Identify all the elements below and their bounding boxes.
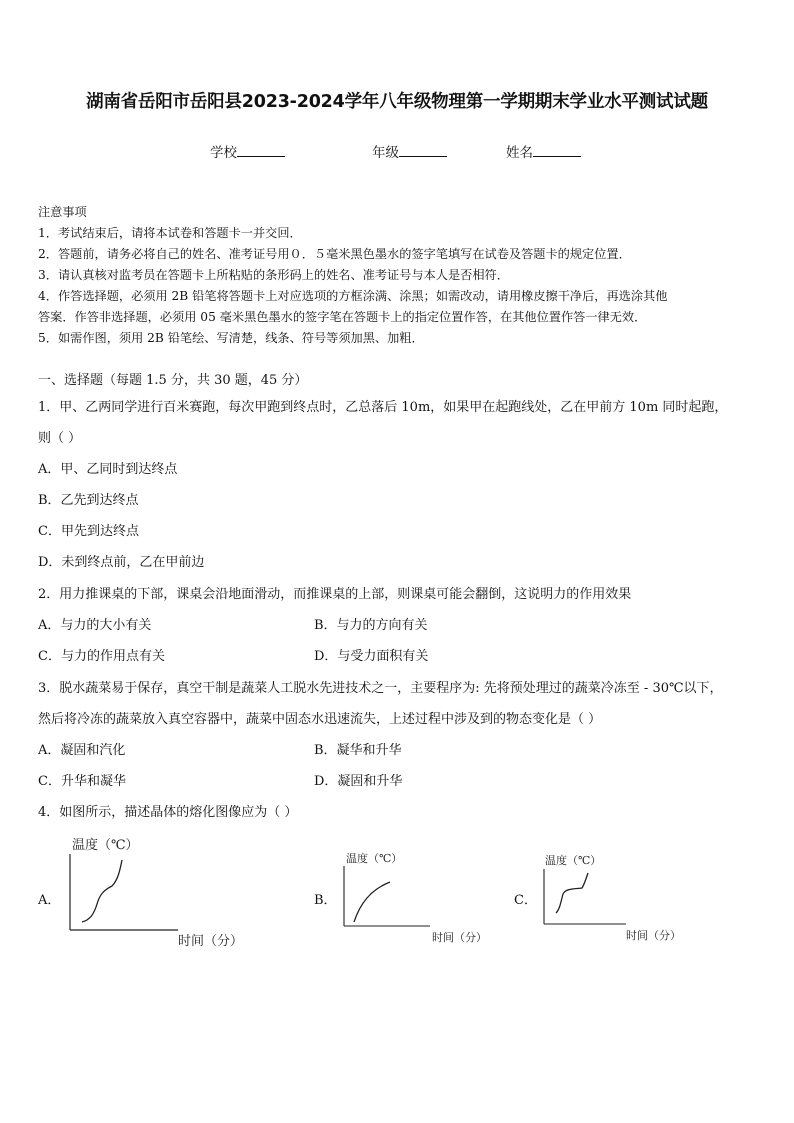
- q4-graph-a-letter: A．: [38, 893, 61, 908]
- q4-graph-c-xlabel: 时间（分）: [626, 929, 681, 942]
- notice-item: 3．请认真核对监考员在答题卡上所粘贴的条形码上的姓名、准考证号与本人是否相符．: [38, 268, 509, 282]
- school-field: [210, 141, 285, 161]
- q4-stem: 4．如图所示，描述晶体的熔化图像应为（ ）: [38, 805, 298, 820]
- q4-graph-c-letter: C．: [514, 893, 537, 908]
- notice-item: 答案．作答非选择题，必须用 05 毫米黑色墨水的签字笔在答题卡上的指定位置作答，在其他位置作答一律无效．: [38, 310, 647, 324]
- q1-option-b: B．乙先到达终点: [38, 493, 139, 508]
- notice-item: 5．如需作图，须用 2B 铅笔绘、写清楚，线条、符号等须加黑、加粗．: [38, 331, 424, 345]
- q3-option-d: D．凝固和升华: [314, 774, 403, 789]
- q3-option-a: A．凝固和汽化: [38, 743, 126, 758]
- q4-graph-c-ylabel: 温度（℃）: [545, 854, 602, 867]
- notice-heading: 注意事项: [38, 205, 87, 219]
- q4-graph-b-letter: B．: [314, 893, 337, 908]
- q3-stem: 3．脱水蔬菜易于保存，真空干制是蔬菜人工脱水先进技术之一，主要程序为: 先将预处理过的蔬菜冷冻至 - 30℃以下，: [38, 681, 723, 696]
- school-blank: [237, 143, 285, 157]
- q3-option-c: C．升华和凝华: [38, 774, 126, 789]
- melting-curve-a: [82, 860, 122, 922]
- grade-blank: [399, 143, 447, 157]
- name-field: [506, 141, 581, 161]
- q2-option-c: C．与力的作用点有关: [38, 649, 165, 664]
- q2-option-b: B．与力的方向有关: [314, 618, 428, 633]
- notice-item: 4．作答选择题，必须用 2B 铅笔将答题卡上对应选项的方框涂满、涂黑；如需改动，请用橡皮擦干净后，再选涂其他: [38, 289, 668, 303]
- q1-stem-cont: 则（ ）: [38, 431, 82, 446]
- q3-option-b: B．凝华和升华: [314, 743, 402, 758]
- q4-graph-b-xlabel: 时间（分）: [432, 931, 487, 944]
- name-blank: [533, 143, 581, 157]
- q1-option-c: C．甲先到达终点: [38, 524, 139, 539]
- curve-b: [354, 882, 390, 922]
- page-title: 湖南省岳阳市岳阳县2023-2024学年八年级物理第一学期期末学业水平测试试题: [86, 92, 708, 112]
- section-heading: 一、选择题（每题 1.5 分，共 30 题，45 分）: [38, 373, 308, 388]
- q2-option-d: D．与受力面积有关: [314, 649, 429, 664]
- q4-graph-a: [60, 832, 260, 952]
- q3-stem-cont: 然后将冷冻的蔬菜放入真空容器中，蔬菜中固态水迅速流失，上述过程中涉及到的物态变化是（ ）: [38, 712, 602, 727]
- grade-field: [372, 141, 447, 161]
- q4-graph-a-xlabel: 时间（分）: [178, 934, 244, 949]
- q1-option-d: D．未到终点前，乙在甲前边: [38, 555, 205, 570]
- notice-item: 2．答题前，请务必将自己的姓名、准考证号用０．５毫米黑色墨水的签字笔填写在试卷及答题卡的规定位置．: [38, 247, 631, 261]
- q4-graph-c: [536, 851, 716, 947]
- q1-option-a: A．甲、乙同时到达终点: [38, 462, 178, 477]
- notice-item: 1．考试结束后，请将本试卷和答题卡一并交回．: [38, 226, 302, 240]
- q1-stem: 1．甲、乙两同学进行百米赛跑，每次甲跑到终点时，乙总落后 10m，如果甲在起跑线处，乙在甲前方 10m 同时起跑，: [38, 400, 728, 415]
- q2-stem: 2．用力推课桌的下部，课桌会沿地面滑动，而推课桌的上部，则课桌可能会翻倒，这说明力的作用效果: [38, 587, 632, 602]
- q2-option-a: A．与力的大小有关: [38, 618, 152, 633]
- q4-graph-a-ylabel: 温度（℃）: [72, 838, 139, 853]
- q4-graph-b-ylabel: 温度（℃）: [346, 852, 403, 865]
- melting-curve-c: [556, 873, 588, 913]
- school-label: 学校: [210, 145, 237, 161]
- name-label: 姓名: [506, 145, 533, 161]
- q4-graph-b: [336, 848, 516, 948]
- grade-label: 年级: [372, 145, 399, 161]
